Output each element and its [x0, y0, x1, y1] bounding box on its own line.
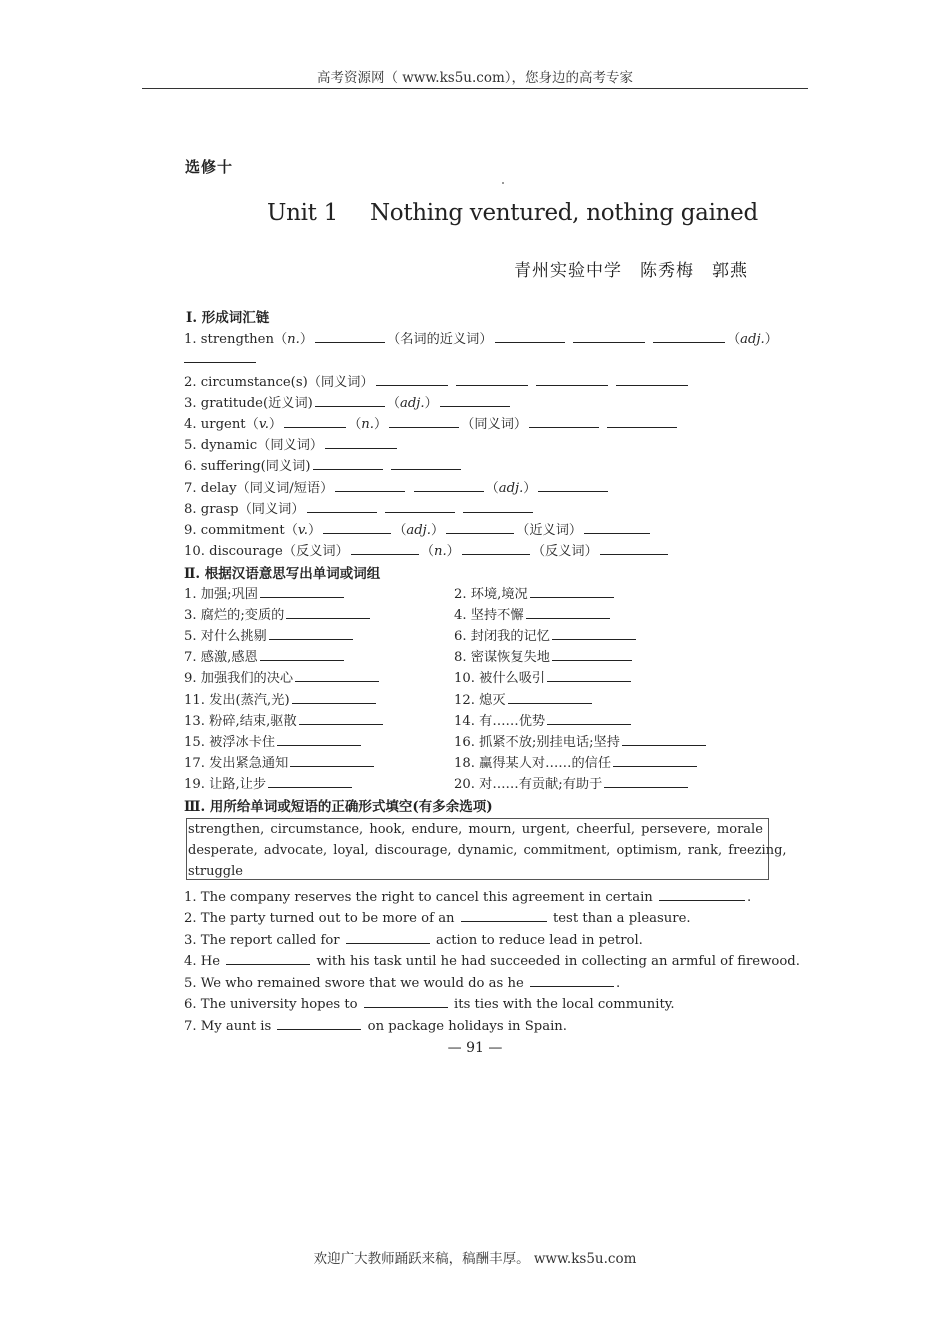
scan-speck [502, 182, 504, 184]
unit-title [267, 200, 758, 226]
s2-right-12: 12. 熄灭 [454, 689, 594, 708]
s1-item-8: 8. grasp（同义词） [184, 498, 535, 517]
s3-sentence-7: 7. My aunt is on package holidays in Spain. [184, 1019, 567, 1034]
page-header: 高考资源网（ www.ks5u.com），您身边的高考专家 [316, 70, 634, 86]
s2-left-17: 17. 发出紧急通知 [184, 752, 376, 771]
s2-right-8: 8. 密谋恢复失地 [454, 646, 634, 665]
s2-right-10: 10. 被什么吸引 [454, 667, 633, 686]
s2-right-6: 6. 封闭我的记忆 [454, 625, 638, 644]
s2-left-9: 9. 加强我们的决心 [184, 667, 381, 686]
s2-left-11: 11. 发出(蒸汽,光) [184, 689, 378, 708]
s3-sentence-2: 2. The party turned out to be more of an test than a pleasure. [184, 911, 691, 926]
s1-item-3: 3. gratitude(近义词) （adj.） [184, 392, 512, 411]
s2-right-2: 2. 环境,境况 [454, 583, 616, 602]
s2-left-19: 19. 让路,让步 [184, 773, 354, 792]
s2-left-13: 13. 粉碎,结束,驱散 [184, 710, 385, 729]
s1-item-5: 5. dynamic（同义词） [184, 434, 399, 453]
s1-item-4: 4. urgent（v.） （n.） （同义词） [184, 413, 679, 432]
word-bank-line-1: strengthen, circumstance, hook, endure, mourn, urgent, cheerful, persevere, morale [188, 822, 763, 837]
s2-left-7: 7. 感激,感恩 [184, 646, 346, 665]
s1-item-2: 2. circumstance(s)（同义词） [184, 371, 690, 390]
unit-number: Unit 1 [267, 200, 338, 226]
unit-name: Nothing ventured, nothing gained [369, 200, 758, 226]
s1-item-1-wrap-blank [184, 362, 256, 363]
s2-left-5: 5. 对什么挑剔 [184, 625, 355, 644]
s2-right-16: 16. 抓紧不放;别挂电话;坚持 [454, 731, 708, 750]
s3-sentence-3: 3. The report called for action to reduce lead in petrol. [184, 933, 643, 948]
s2-left-1: 1. 加强;巩固 [184, 583, 346, 602]
s2-left-15: 15. 被浮冰卡住 [184, 731, 363, 750]
word-bank-line-3: struggle [188, 864, 243, 879]
s2-right-18: 18. 赢得某人对……的信任 [454, 752, 699, 771]
s2-right-20: 20. 对……有贡献;有助于 [454, 773, 690, 792]
header-rule [142, 88, 808, 89]
s1-item-7: 7. delay（同义词/短语） （adj.） [184, 477, 610, 496]
s3-sentence-1: 1. The company reserves the right to cancel this agreement in certain . [184, 890, 752, 905]
section-1-title: Ⅰ. 形成词汇链 [186, 310, 270, 326]
section-3-title: Ⅲ. 用所给单词或短语的正确形式填空(有多余选项) [184, 799, 493, 815]
author-line: 青州实验中学 陈秀梅 郭燕 [514, 261, 748, 281]
s3-sentence-6: 6. The university hopes to its ties with the local community. [184, 997, 675, 1012]
s1-item-9: 9. commitment（v.） （adj.） （近义词） [184, 519, 652, 538]
s1-item-10: 10. discourage（反义词） （n.） （反义词） [184, 540, 670, 559]
section-2-title: Ⅱ. 根据汉语意思写出单词或词组 [184, 566, 381, 582]
s2-right-4: 4. 坚持不懈 [454, 604, 612, 623]
s2-right-14: 14. 有……优势 [454, 710, 633, 729]
s1-item-1: 1. strengthen（n.） （名词的近义词） （adj.） [184, 332, 778, 347]
s1-item-6: 6. suffering(同义词) [184, 455, 463, 474]
s2-left-3: 3. 腐烂的;变质的 [184, 604, 372, 623]
book-label: 选修十 [185, 158, 234, 176]
s3-sentence-4: 4. He with his task until he had succeeded in collecting an armful of firewood. [184, 954, 800, 969]
s3-sentence-5: 5. We who remained swore that we would do as he . [184, 976, 621, 991]
page-footer: 欢迎广大教师踊跃来稿，稿酬丰厚。 www.ks5u.com [313, 1251, 637, 1267]
page-number: — 91 — [447, 1040, 503, 1056]
word-bank-line-2: desperate, advocate, loyal, discourage, dynamic, commitment, optimism, rank, freezing, [188, 843, 787, 858]
